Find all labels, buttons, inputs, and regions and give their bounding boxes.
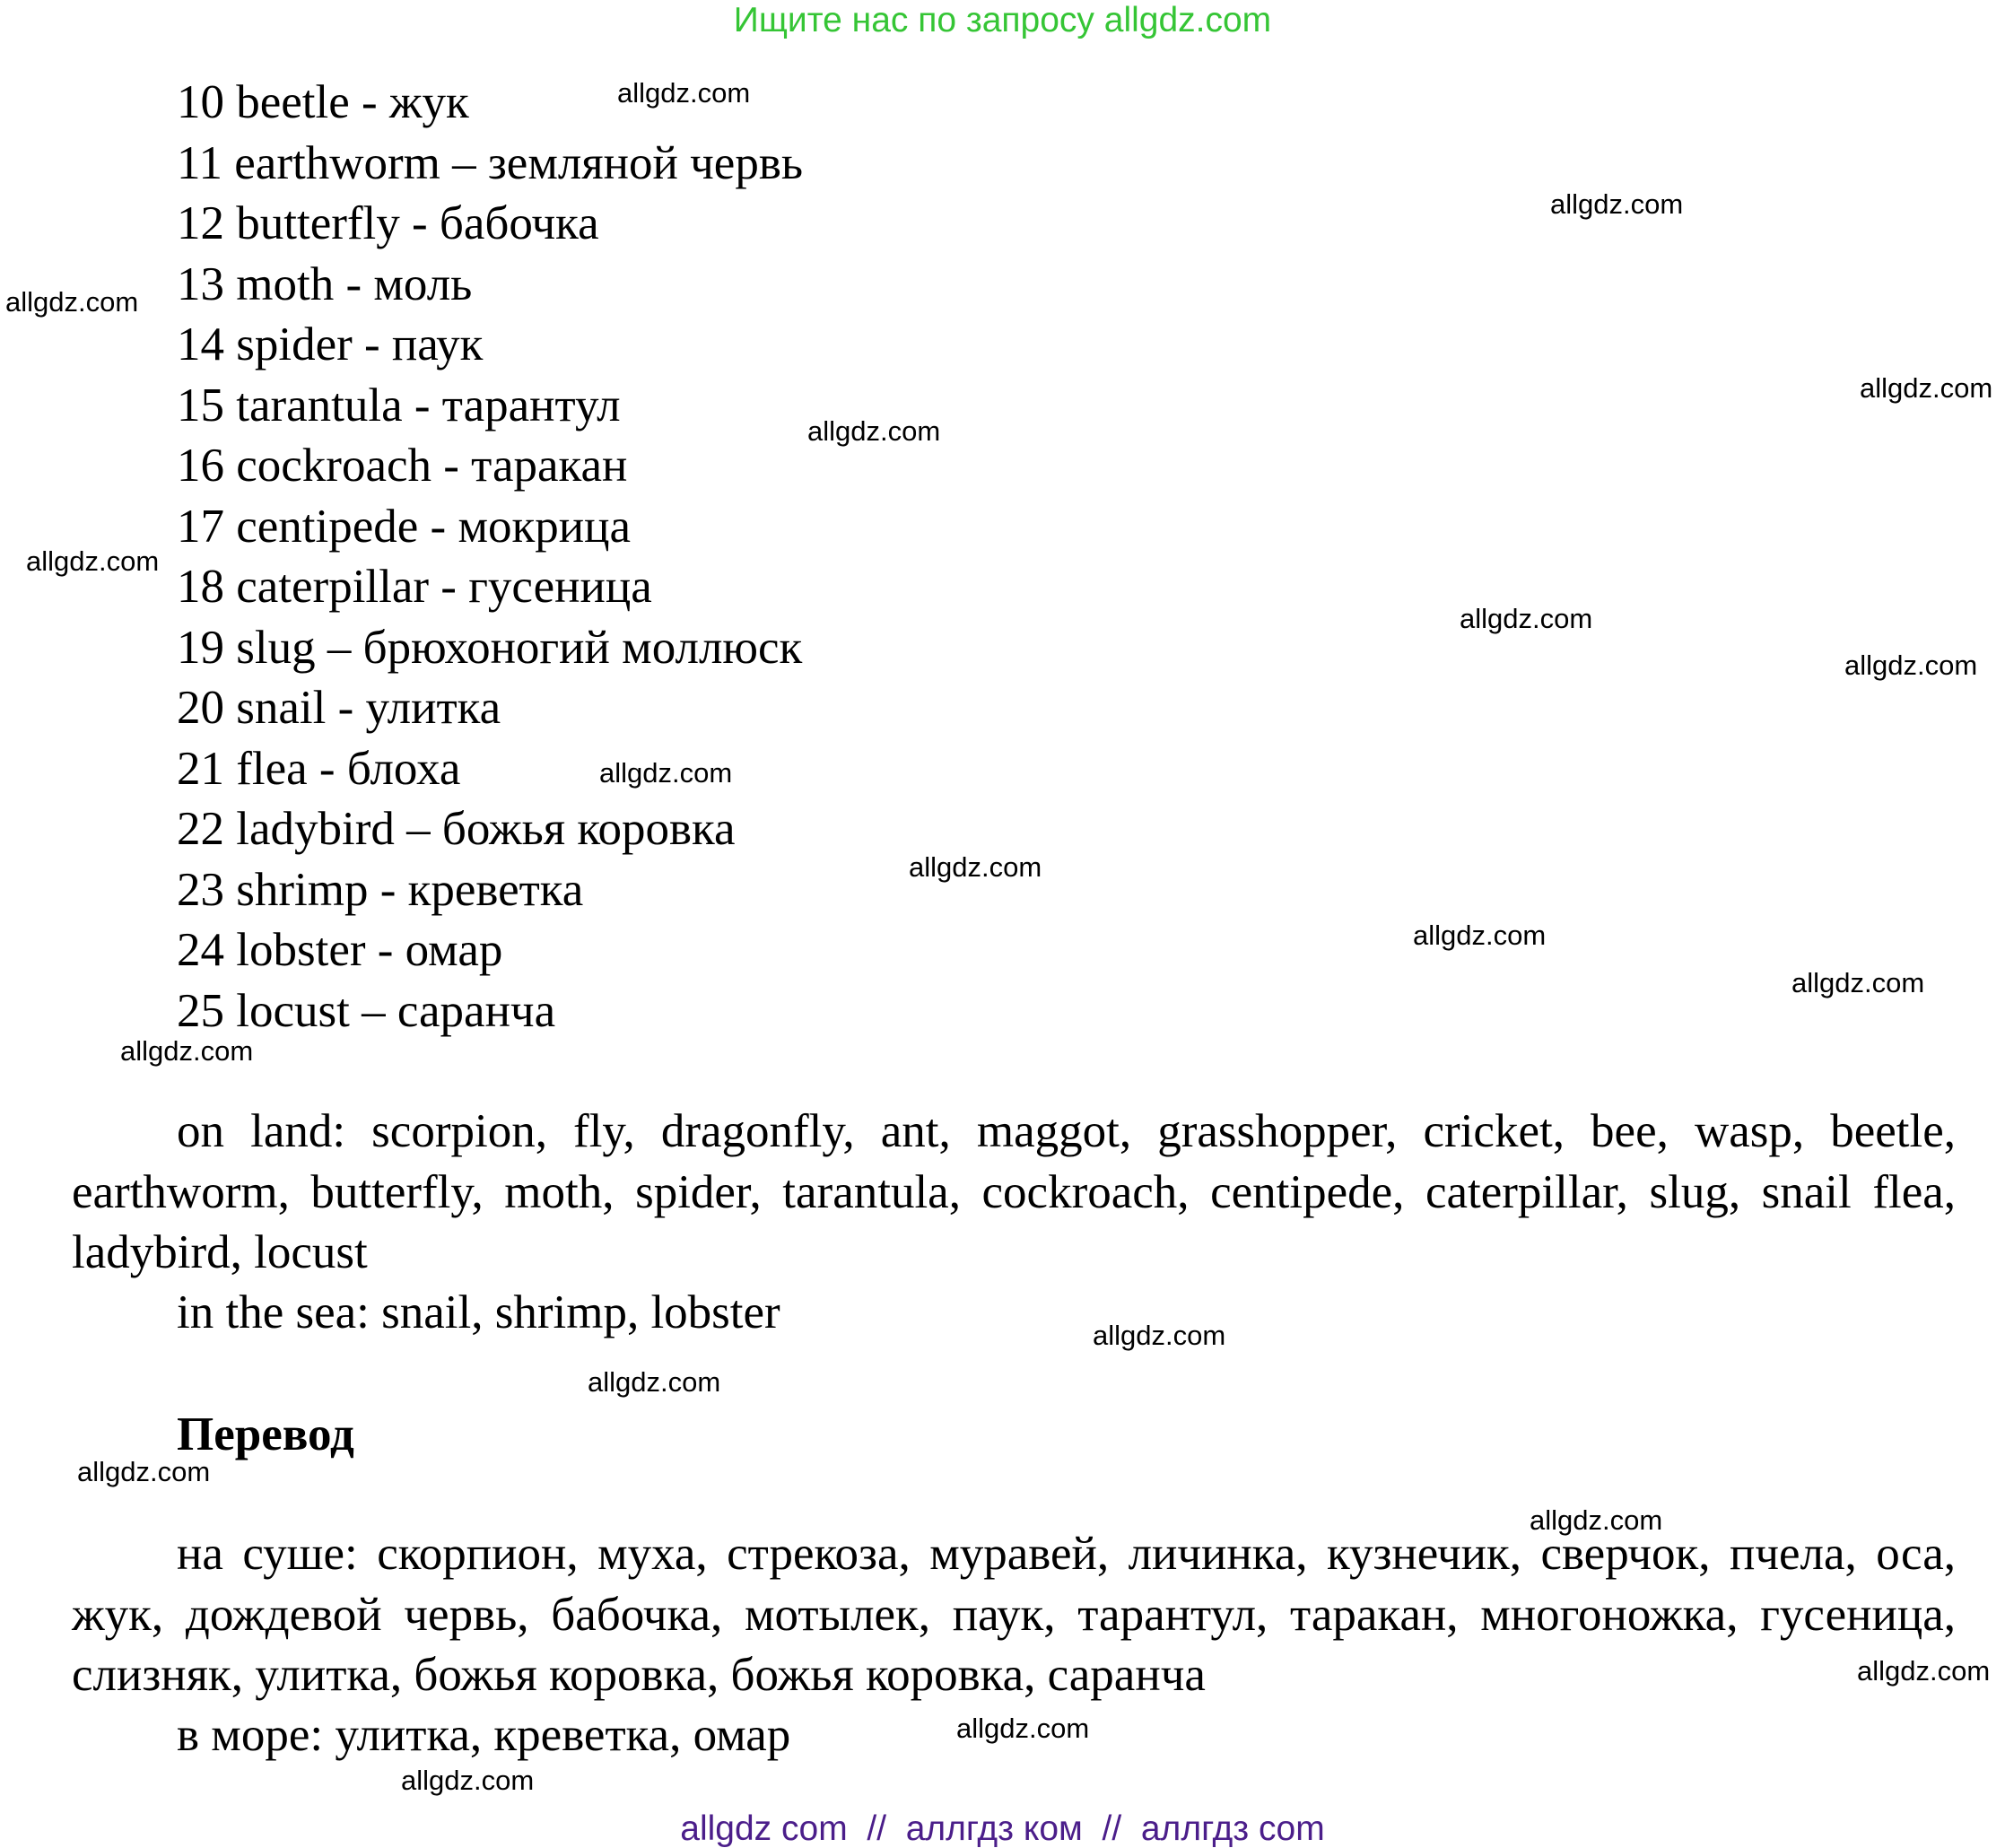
vocabulary-item: 14 spider - паук (177, 318, 484, 370)
translation-heading: Перевод (177, 1408, 354, 1460)
vocabulary-item: 18 caterpillar - гусеница (177, 561, 652, 613)
watermark: allgdz.com (1093, 1320, 1226, 1351)
watermark: allgdz.com (26, 545, 160, 577)
vocabulary-item: 21 flea - блоха (177, 742, 461, 795)
footer-banner-text: allgdz com // аллгдз ком // аллгдз com (680, 1809, 1325, 1848)
watermark: allgdz.com (1857, 1655, 1991, 1687)
watermark: allgdz.com (956, 1713, 1090, 1744)
watermark: allgdz.com (617, 77, 751, 109)
watermark: allgdz.com (599, 757, 733, 789)
translation-on-land-paragraph (72, 1524, 1956, 1706)
watermark: allgdz.com (401, 1765, 535, 1796)
vocabulary-item: 24 lobster - омар (177, 924, 503, 976)
watermark: allgdz.com (1791, 967, 1925, 998)
header-banner[interactable] (0, 0, 2005, 41)
watermark: allgdz.com (1530, 1504, 1663, 1536)
vocabulary-item: 11 earthworm – земляной червь (177, 136, 804, 189)
watermark: allgdz.com (807, 415, 941, 447)
vocabulary-item: 20 snail - улитка (177, 682, 501, 734)
vocabulary-item: 16 cockroach - таракан (177, 440, 628, 492)
watermark: allgdz.com (588, 1366, 721, 1398)
watermark: allgdz.com (909, 851, 1042, 883)
vocabulary-item: 13 moth - моль (177, 257, 473, 310)
watermark: allgdz.com (120, 1035, 254, 1067)
vocabulary-item: 10 beetle - жук (177, 76, 469, 128)
english-on-land-text: on land: scorpion, fly, dragonfly, ant, maggot, grasshopper, cricket, bee, wasp, beetle, earthworm, butterfly, moth, spider, tarantula, cockroach, centipede, caterpillar, slug, snail flea, ladybird, locust (72, 1105, 1956, 1278)
vocabulary-item: 17 centipede - мокрица (177, 500, 631, 553)
vocabulary-item: 25 locust – саранча (177, 984, 556, 1037)
watermark: allgdz.com (1413, 920, 1547, 951)
english-on-land-paragraph (72, 1102, 1956, 1284)
vocabulary-list (177, 73, 803, 1042)
english-in-sea-line: in the sea: snail, shrimp, lobster (177, 1286, 780, 1338)
translation-on-land-text: на суше: скорпион, муха, стрекоза, муравей, личинка, кузнечик, сверчок, пчела, оса, жук, дождевой червь, бабочка, мотылек, паук, тарантул, таракан, многоножка, гусеница, слизняк, улитка, божья коровка, божья коровка, саранча (72, 1528, 1956, 1701)
watermark: allgdz.com (1460, 603, 1593, 634)
watermark: allgdz.com (5, 286, 139, 318)
header-banner-text: Ищите нас по запросу allgdz.com (733, 1, 1272, 39)
vocabulary-item: 23 shrimp - креветка (177, 863, 584, 916)
vocabulary-item: 19 slug – брюхоногий моллюск (177, 621, 803, 674)
vocabulary-item: 15 tarantula - тарантул (177, 379, 621, 431)
watermark: allgdz.com (77, 1456, 211, 1487)
vocabulary-item: 22 ladybird – божья коровка (177, 803, 736, 855)
footer-banner[interactable] (0, 1809, 2005, 1848)
watermark: allgdz.com (1844, 649, 1978, 681)
watermark: allgdz.com (1860, 372, 1993, 404)
watermark: allgdz.com (1550, 188, 1684, 220)
vocabulary-item: 12 butterfly - бабочка (177, 197, 599, 249)
translation-in-sea-line: в море: улитка, креветка, омар (177, 1709, 791, 1761)
